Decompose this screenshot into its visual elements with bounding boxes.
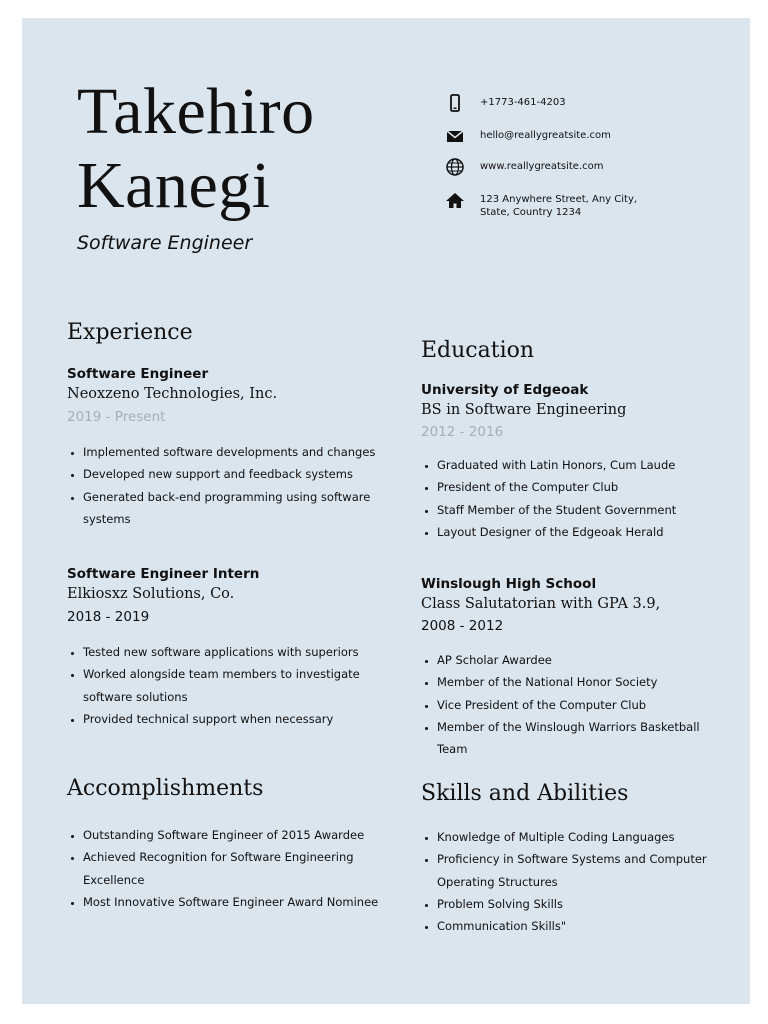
job-1-dates: 2019 - Present [67,409,166,425]
list-item: • President of the Computer Club [437,476,737,498]
list-item: • Proficiency in Software Systems and Computer Operating Structures [437,848,727,893]
address-text [480,193,700,219]
last-name: Kanegi [77,149,271,222]
list-item: • Graduated with Latin Honors, Cum Laude [437,454,737,476]
experience-heading: Experience [67,320,193,345]
job-1-title: Software Engineer [67,366,209,382]
mail-icon [444,125,466,147]
job-1-bullets [67,441,383,530]
home-icon [444,190,466,212]
list-item: • Member of the Winslough Warriors Basketball Team [437,716,722,761]
list-item: • Layout Designer of the Edgeoak Herald [437,521,737,543]
address-line-2: State, Country 1234 [480,207,582,218]
list-item: • Achieved Recognition for Software Engineering Excellence [83,846,388,891]
skills-list [421,826,727,937]
website-text: www.reallygreatsite.com [480,161,604,172]
school-1-degree: BS in Software Engineering [421,402,627,418]
list-item: • Generated back-end programming using software systems [83,486,383,531]
skills-heading: Skills and Abilities [421,781,629,806]
first-name: Takehiro [77,75,315,148]
list-item: • Provided technical support when necessary [83,708,363,730]
list-item: • Knowledge of Multiple Coding Languages [437,826,727,848]
job-2-title: Software Engineer Intern [67,566,260,582]
list-item: • AP Scholar Awardee [437,649,722,671]
list-item: • Worked alongside team members to investigate software solutions [83,663,363,708]
list-item: • Developed new support and feedback systems [83,463,383,485]
school-2-dates: 2008 - 2012 [421,618,504,634]
list-item: • Problem Solving Skills [437,893,727,915]
accomplishments-heading: Accomplishments [67,776,264,801]
job-title: Software Engineer [77,232,253,254]
school-2-bullets [421,649,722,760]
list-item: • Communication Skills" [437,915,727,937]
school-1-bullets [421,454,737,543]
list-item: • Tested new software applications with superiors [83,641,363,663]
list-item: • Most Innovative Software Engineer Award Nominee [83,891,388,913]
school-1-name: University of Edgeoak [421,382,589,398]
education-heading: Education [421,338,535,363]
list-item: • Staff Member of the Student Government [437,499,737,521]
job-1-company: Neoxzeno Technologies, Inc. [67,386,278,402]
address-line-1: 123 Anywhere Street, Any City, [480,194,638,205]
list-item: • Vice President of the Computer Club [437,694,722,716]
list-item: • Outstanding Software Engineer of 2015 Awardee [83,824,388,846]
phone-icon [444,92,466,114]
phone-text: +1773-461-4203 [480,97,566,108]
email-text: hello@reallygreatsite.com [480,130,611,141]
list-item: • Member of the National Honor Society [437,671,722,693]
job-2-bullets [67,641,363,730]
job-2-dates: 2018 - 2019 [67,609,150,625]
globe-icon [444,156,466,178]
list-item: • Implemented software developments and changes [83,441,383,463]
accomplishments-list [67,824,388,913]
school-1-dates: 2012 - 2016 [421,424,504,440]
job-2-company: Elkiosxz Solutions, Co. [67,586,235,602]
school-2-degree: Class Salutatorian with GPA 3.9, [421,596,661,612]
resume-page [22,18,750,1004]
school-2-name: Winslough High School [421,576,597,592]
